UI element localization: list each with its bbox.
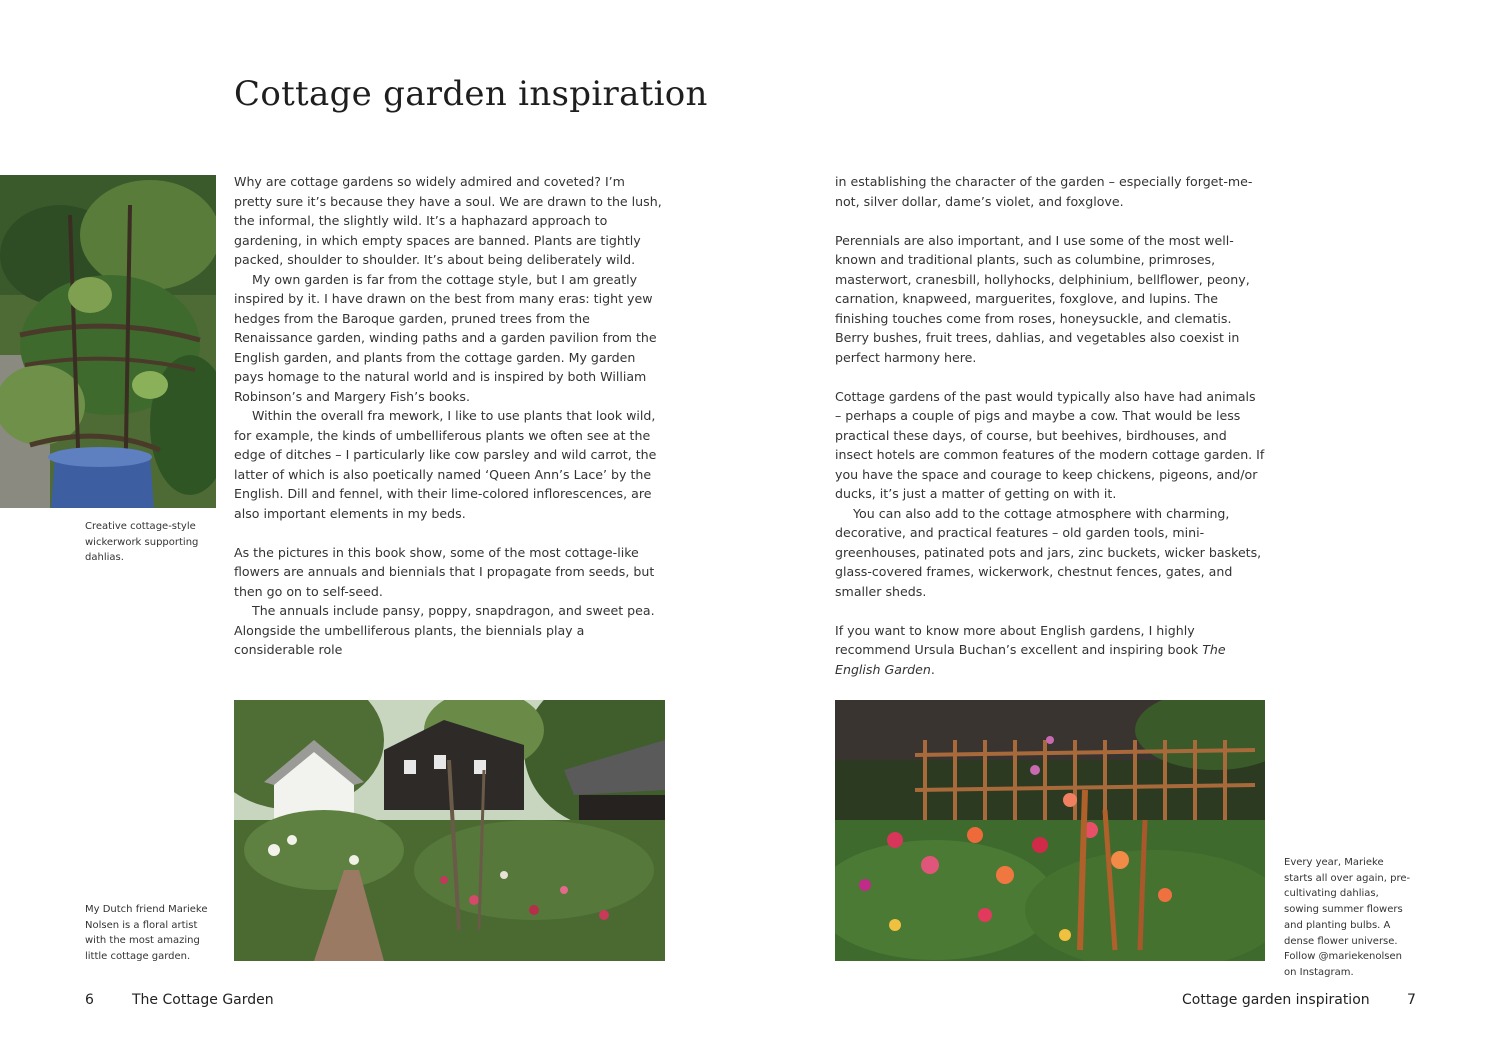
caption-flowers: Every year, Marieke starts all over again, pre-cultivating dahlias, sowing summer flowers and planting bulbs. A dense flower universe. Follow @mariekenolsen on Instagram. [1284,857,1411,978]
paragraph: Perennials are also important, and I use some of the most well-known and traditional plants, such as columbine, primroses, masterwort, cranesbill, hollyhocks, delphinium, bellflower, peony, carnation, knapweed, marguerites, foxglove, and lupins. The finishing touches come from roses, honeysuckle, and clematis. Berry bushes, fruit trees, dahlias, and vegetables also coexist in perfect harmony here. [835,232,1250,365]
right-text-column [835,172,1265,679]
paragraph: You can also add to the cottage atmosphere with charming, decorative, and practical features – old garden tools, mini-greenhouses, patinated pots and jars, zinc buckets, wicker baskets, glass-covered frames, wickerwork, chestnut fences, gates, and smaller sheds. [835,505,1262,599]
flower-bed-photo [835,700,1265,961]
paragraph: My own garden is far from the cottage style, but I am greatly inspired by it. I have drawn on the best from many eras: tight yew hedges from the Baroque garden, pruned trees from the Renaissance garden, winding paths and a garden pavilion from the English garden, and plants from the cottage garden. My garden pays homage to the natural world and is inspired by both William Robinson’s and Margery Fish’s books. [234,271,657,404]
paragraph: in establishing the character of the garden – especially forget-me-not, silver dollar, dame’s violet, and foxglove. [835,174,1253,209]
left-running-head: The Cottage Garden [132,992,274,1008]
book-title: The English Garden [835,642,1226,677]
left-page-number: 6 [85,992,94,1008]
paragraph: The annuals include pansy, poppy, snapdragon, and sweet pea. Alongside the umbelliferous plants, the biennials play a considerable role [234,603,655,657]
wicker-dahlia-photo [0,175,216,508]
caption-wickerwork: Creative cottage-style wickerwork supporting dahlias. [85,521,199,564]
paragraph [835,621,1265,680]
caption-marieke-garden: My Dutch friend Marieke Nolsen is a floral artist with the most amazing little cottage garden. [85,904,208,963]
paragraph-text: If you want to know more about English gardens, I highly recommend Ursula Buchan’s excellent and inspiring book [835,622,1203,657]
paragraph: Cottage gardens of the past would typically also have had animals – perhaps a couple of pigs and maybe a cow. That would be less practical these days, of course, but beehives, birdhouses, and insect hotels are common features of the modern cottage garden. If you have the space and courage to keep chickens, pigeons, and/or ducks, it’s just a matter of getting on with it. [835,388,1265,501]
paragraph: As the pictures in this book show, some of the most cottage-like flowers are annuals and biennials that I propagate from seeds, but then go on to self-seed. [234,544,655,599]
paragraph-end: . [930,661,935,677]
paragraph: Why are cottage gardens so widely admired and coveted? I’m pretty sure it’s because they have a soul. We are drawn to the lush, the informal, the slightly wild. It’s a haphazard approach to gardening, in which empty spaces are banned. Plants are tightly packed, shoulder to shoulder. It’s about being deliberately wild. [234,174,662,267]
right-running-head: Cottage garden inspiration [1182,992,1370,1008]
paragraph: Within the overall fra mework, I like to use plants that look wild, for example, the kinds of umbelliferous plants we often see at the edge of ditches – I particularly like cow parsley and wild carrot, the latter of which is also poetically named ‘Queen Ann’s Lace’ by the English. Dill and fennel, with their lime-colored inflorescences, are also important elements in my beds. [234,408,657,521]
cottage-garden-photo [234,700,665,961]
page-title: Cottage garden inspiration [234,74,708,114]
left-text-column [234,172,664,660]
right-page-number: 7 [1407,992,1416,1008]
